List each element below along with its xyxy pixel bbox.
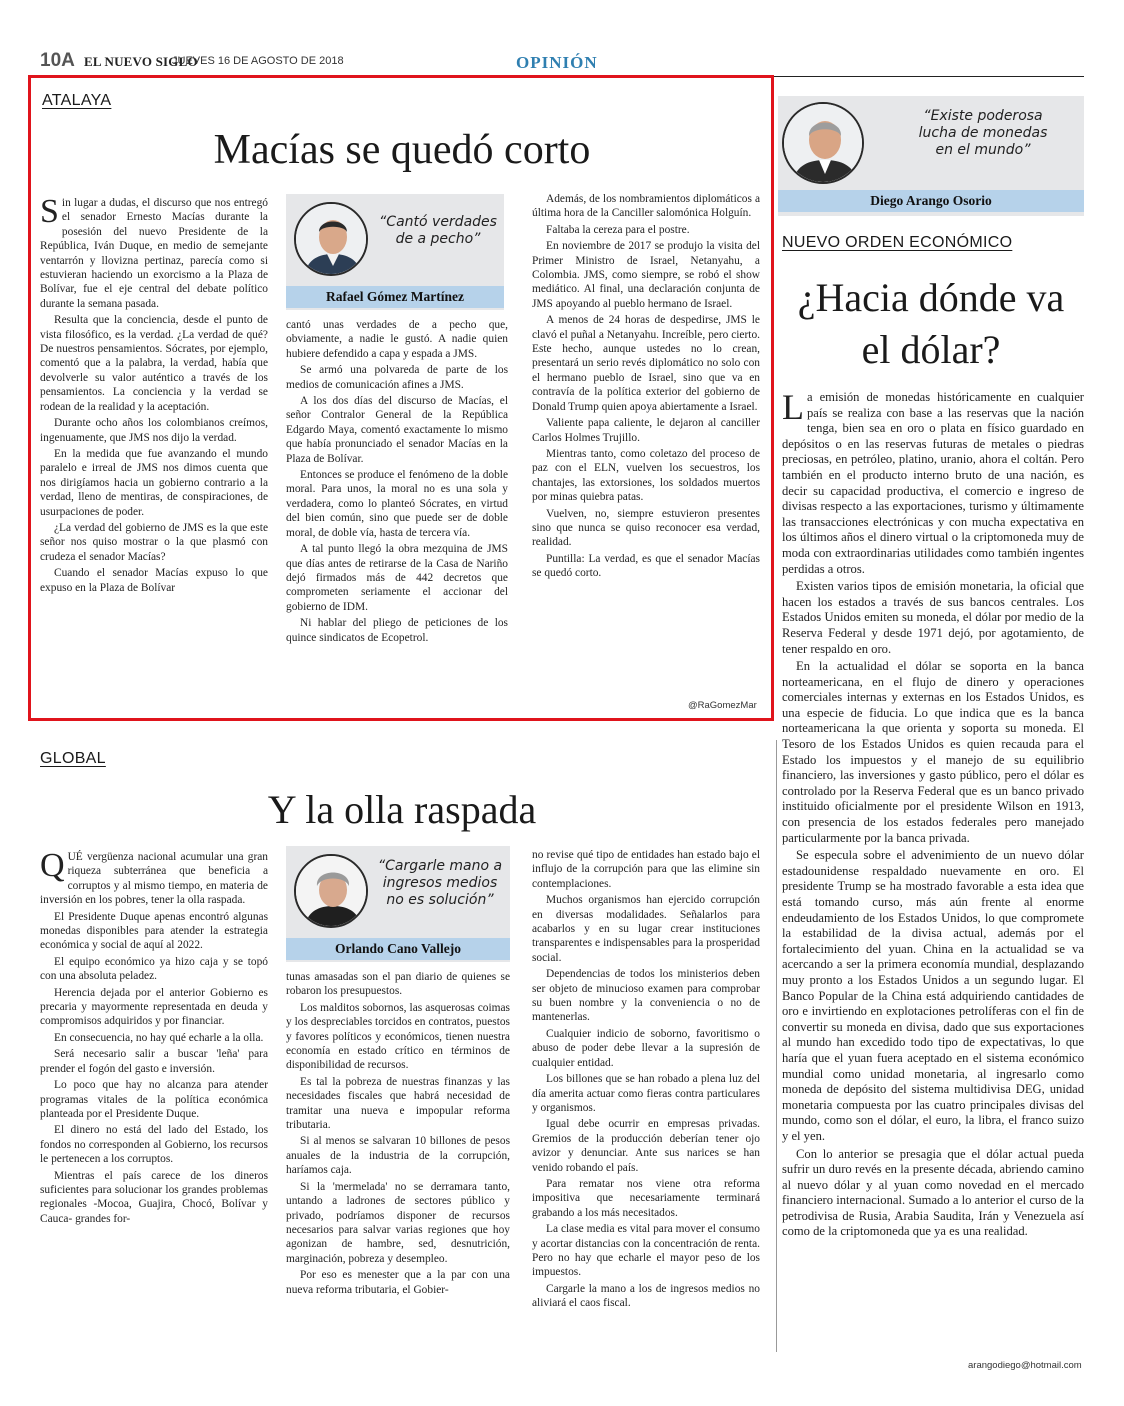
pull-quote: “Cantó verdades de a pecho” bbox=[379, 214, 497, 247]
title-line: ¿Hacia dónde va bbox=[797, 275, 1065, 320]
article-paragraph: Dependencias de todos los ministerios deben ser objeto de minucioso examen para comprobar su buen nombre y la conveniencia o no de mantenerlas. bbox=[532, 968, 760, 1024]
article-paragraph: Entonces se produce el fenómeno de la doble moral. Para unos, la moral no es una sola y verdadera, como lo planteó Sócrates, en virtud del bien común, sino que puede ser de doble moral, de doble vía, hasta de tercera vía. bbox=[286, 469, 508, 539]
author-name: Rafael Gómez Martínez bbox=[286, 286, 504, 308]
article-paragraph: En la medida que fue avanzando el mundo paralelo e irreal de JMS nos dimos cuenta que nos dirigíamos hacia un gobierno contrario a la verdad, lleno de mentiras, de conspiraciones, de usurpaciones de poder. bbox=[40, 447, 268, 518]
article-paragraph: Mientras tanto, como coletazo del proceso de paz con el ELN, vuelven los secuestros, los chantajes, las extorsiones, los soldados muertos por minas quiebra patas. bbox=[532, 447, 760, 504]
article-paragraph: Mientras el país carece de los dineros suficientes para solucionar los grandes problemas regionales -Mocoa, Guajira, Chocó, Bolívar y Cauca- grandes for- bbox=[40, 1169, 268, 1225]
article-paragraph: La emisión de monedas históricamente en cualquier país se realiza con base a las reservas que la nación tenga, bien sea en oro o plata en físico guardado en depósitos o en las reservas futuras de metales o piedras preciosas, en petróleo, platino, uranio, ahora el coltán. Pero también en el producto interno bruto de una nación, es decir su capacidad productiva, el comercio e ingreso de divisas respecto a las exportaciones, turismo y últimamente las transacciones electrónicas y con mucha expectativa en los últimos años el dinero virtual o la criptomoneda muy de moda con extraordinarias utilidades como también ingentes perdidas a otros. bbox=[782, 390, 1084, 576]
article-paragraph: Cargarle la mano a los de ingresos medios no aliviará el caos fiscal. bbox=[532, 1282, 760, 1310]
author-photo bbox=[294, 854, 368, 928]
article-paragraph: Existen varios tipos de emisión monetaria, la oficial que hacen los estados a través de sus bancos centrales. Los Estados Unidos emiten su moneda, el dólar por medio de la Reserva Federal y desde 1971 dejó, por agotamiento, de tener respaldo en oro. bbox=[782, 579, 1084, 656]
article-paragraph: El Presidente Duque apenas encontró algunas monedas disponibles para atender la estrategia económica y social de aquí al 2022. bbox=[40, 910, 268, 952]
article2-title: Y la olla raspada bbox=[267, 787, 537, 832]
article3-quote-box bbox=[778, 96, 1084, 216]
article2-kicker: GLOBAL bbox=[40, 750, 106, 767]
author-photo bbox=[782, 102, 864, 184]
article-paragraph: Cuando el senador Macías expuso lo que expuso en la Plaza de Bolívar bbox=[40, 567, 268, 594]
drop-cap: L bbox=[782, 390, 804, 427]
article-paragraph: Puntilla: La verdad, es que el senador Macías se quedó corto. bbox=[532, 552, 760, 580]
page-number: 10A bbox=[40, 50, 75, 71]
article1-kicker: ATALAYA bbox=[42, 92, 112, 109]
article-paragraph: Los billones que se han robado a plena luz del día amerita actuar como fieras contra particulares y organismos. bbox=[532, 1073, 760, 1114]
article-paragraph: Igual debe ocurrir en empresas privadas. Gremios de la producción deberían tener ojo avizor y denunciar. Ante sus narices se han venido robando el país. bbox=[532, 1118, 760, 1174]
article-paragraph: Se especula sobre el advenimiento de un nuevo dólar estadounidense respaldado nuevamente en oro. El presidente Trump se ha mostrado favorable a esta idea que está tomando curso, más aún frente al enorme endeudamiento de los Estados Unidos, lo que compromete la estabilidad de la divisa actual, además por el fortalecimiento del yuan. China en la actualidad se va acercando a ser la primera economía mundial, desplazando muy pronto a los Estados Unidos a un segundo lugar. El Banco Popular de la China está adquiriendo cantidades de oro e invirtiendo en explotaciones petrolíferas con el fin de convertir su moneda en divisa, dado que sus exportaciones al mundo han excedido todo tipo de expectativas, lo que haría que el yuan fuera aceptado en el sistema económico mundial como unidad monetaria, al ingresarlo como moneda de depósito del sistema multidivisa DEG, unidad monetaria compuesta por las cuatro principales divisas del mundo, como son el dólar, el euro, la libra, el franco suizo y el yen. bbox=[782, 848, 1084, 1143]
article1-title: Macías se quedó corto bbox=[213, 127, 591, 173]
author-name: Diego Arango Osorio bbox=[778, 190, 1084, 212]
author-portrait-icon bbox=[784, 104, 864, 184]
article3-title bbox=[778, 272, 1084, 376]
article-paragraph: Sin lugar a dudas, el discurso que nos entregó el senador Ernesto Macías durante la posesión del nuevo Presidente de la República, Iván Duque, en medio de semejante ventarrón y llovizna pertinaz, parecía como si estuvieran haciendo un exorcismo a la Plaza de Bolívar, fue el eje central del debate político durante la semana pasada. bbox=[40, 196, 268, 310]
article-paragraph: Los malditos sobornos, las asquerosas coimas y los despreciables torcidos en contratos, puestos y favores políticos y económicos, tienen nuestra economía en estado crítico en términos de disponibilidad de recursos. bbox=[286, 1001, 510, 1072]
article-paragraph: cantó unas verdades de a pecho que, obviamente, a nadie le gustó. A nadie quien hubiere defendido a capa y espada a JMS. bbox=[286, 319, 508, 360]
article-paragraph: Valiente papa caliente, le dejaron al canciller Carlos Holmes Trujillo. bbox=[532, 417, 760, 444]
author-photo bbox=[294, 202, 368, 276]
article-paragraph: Durante ocho años los colombianos creímos, ingenuamente, que JMS nos dijo la verdad. bbox=[40, 417, 268, 444]
article-paragraph: Por eso es menester que a la par con una nueva reforma tributaria, el Gobier- bbox=[286, 1269, 510, 1296]
article-paragraph: En la actualidad el dólar se soporta en la banca norteamericana, en el flujo de dinero y operaciones comerciales internas y externas en los Estados Unidos, es una especie de fiducia. Lo que indica que es la banca norteamericana la que orienta y soporta su moneda. El Tesoro de los Estados Unidos es quien recauda para el Estado los impuestos y el manejo de su equilibrio financiero, las inversiones y gasto público, pero el dólar es controlado por la Reserva Federal que es un banco privado instituido oficialmente por el presidente Wilson en 1913, con presencia de los estados federales pero manejado particularmente por la banca privada. bbox=[782, 659, 1084, 845]
newspaper-name: EL NUEVO SIGLO bbox=[84, 54, 198, 69]
article1-column-2 bbox=[286, 318, 508, 710]
article-paragraph: La clase media es vital para mover el consumo y acortar distancias con la concentración de renta. Pero no hay que echarle el mayor peso de los impuestos. bbox=[532, 1223, 760, 1279]
article3-column bbox=[782, 390, 1084, 1346]
article-paragraph: Herencia dejada por el anterior Gobierno es precaria y mayormente representada en deuda y compromisos adquiridos y por financiar. bbox=[40, 986, 268, 1028]
article-paragraph: A los dos días del discurso de Macías, el señor Contralor General de la República Edgardo Maya, comentó exactamente lo mismo que había pronunciado el senador Macías en la Plaza de Bolívar. bbox=[286, 395, 508, 465]
author-signature: @RaGomezMar bbox=[688, 700, 757, 711]
article1-quote-box bbox=[286, 194, 504, 310]
pull-quote: “Existe poderosa lucha de monedas en el mundo” bbox=[918, 108, 1048, 158]
article-paragraph: Se armó una polvareda de parte de los medios de comunicación afines a JMS. bbox=[286, 364, 508, 391]
article-paragraph: Será necesario salir a buscar 'leña' para prender el fogón del gasto e inversión. bbox=[40, 1048, 268, 1075]
article-paragraph: Faltaba la cereza para el postre. bbox=[546, 223, 690, 236]
article-paragraph: Es tal la pobreza de nuestras finanzas y las necesidades fiscales que habrá necesidad de tramitar una nueva e impopular reforma tributaria. bbox=[286, 1075, 510, 1132]
article-paragraph: Vuelven, no, siempre estuvieron presentes sino que nunca se quiso reconocer esa verdad, realidad. bbox=[532, 507, 760, 549]
article-paragraph: Resulta que la conciencia, desde el punto de vista filosófico, es la verdad. ¿La verdad de qué? De nuestros pensamientos. Sócrates, por ejemplo, comentó que a la palabra, la verdad, había que devolverle su valor auténtico a través de los pensamientos. La conciencia y la verdad se rodean de la realidad y la aceptación. bbox=[40, 314, 268, 413]
article-paragraph: Muchos organismos han ejercido corrupción en diversas modalidades. Señalarlos para acabarlos y en su lugar crear instituciones transparentes e indispensables para la prosperidad social. bbox=[532, 894, 760, 964]
author-portrait-icon bbox=[296, 204, 368, 276]
article-paragraph: Además, de los nombramientos diplomáticos a última hora de la Canciller salomónica Holguín. bbox=[532, 193, 760, 220]
title-line: el dólar? bbox=[861, 327, 1001, 372]
article1-column-3 bbox=[532, 192, 760, 698]
article-paragraph: El equipo económico ya hizo caja y se topó con una absoluta peladez. bbox=[40, 955, 268, 983]
article2-quote-box bbox=[286, 846, 510, 962]
article-paragraph: Cualquier indicio de soborno, favoritismo o abuso de poder debe llevar a la supresión de cualquier entidad. bbox=[532, 1027, 760, 1069]
author-signature: arangodiego@hotmail.com bbox=[968, 1360, 1082, 1371]
article2-column-1 bbox=[40, 850, 268, 1380]
column-divider bbox=[776, 740, 777, 1352]
page-header bbox=[40, 50, 1084, 76]
article3-kicker: NUEVO ORDEN ECONÓMICO bbox=[782, 234, 1013, 251]
article2-column-2 bbox=[286, 970, 510, 1382]
article-paragraph: QUÉ vergüenza nacional acumular una gran riqueza subterránea que beneficia a corruptos y al mismo tiempo, en materia de inversión en los pobres, tener la olla raspada. bbox=[40, 850, 268, 907]
article-paragraph: Ni hablar del pliego de peticiones de los quince sindicatos de Ecopetrol. bbox=[286, 617, 508, 644]
article-paragraph: En consecuencia, no hay qué echarle a la olla. bbox=[54, 1031, 264, 1044]
article-paragraph: ¿La verdad del gobierno de JMS es la que este señor nos quiso mostrar o la que plasmó con crudeza el senador Macías? bbox=[40, 521, 268, 563]
article-paragraph: Si la 'mermelada' no se derramara tanto, untando a ladrones de sectores público y privado, podríamos disponer de recursos necesarios para salvar varias regiones que hoy agonizan de hambre, sed, desnutrición, marginación, pobreza y desempleo. bbox=[286, 1180, 510, 1265]
author-name: Orlando Cano Vallejo bbox=[286, 938, 510, 960]
article-paragraph: A tal punto llegó la obra mezquina de JMS que días antes de retirarse de la Casa de Nariño dejó firmados más de 442 decretos que comprometen seriamente el accionar del gobierno de IDM. bbox=[286, 543, 508, 613]
author-portrait-icon bbox=[296, 856, 368, 928]
pull-quote: “Cargarle mano a ingresos medios no es solución” bbox=[377, 858, 503, 908]
article-paragraph: El dinero no está del lado del Estado, los fondos no corresponden al Gobierno, los recursos le pertenecen a los corruptos. bbox=[40, 1124, 268, 1166]
article2-column-3 bbox=[532, 848, 760, 1382]
article1-column-1 bbox=[40, 196, 268, 710]
header-rule bbox=[770, 76, 1084, 77]
publication-date: JUEVES 16 DE AGOSTO DE 2018 bbox=[172, 55, 344, 67]
article-paragraph: Con lo anterior se presagia que el dólar actual pueda sufrir un duro revés en la presente década, abriendo camino al nuevo dólar y al yuan como novedad en el mercado financiero internacional. Sumado a lo anterior el curso de la petrodivisa de Rusia, Arabia Saudita, Irán y Venezuela así como de la criptomoneda que ya es una realidad. bbox=[782, 1146, 1084, 1239]
article-paragraph: tunas amasadas son el pan diario de quienes se robaron los presupuestos. bbox=[286, 971, 510, 998]
article-paragraph: Si al menos se salvaran 10 billones de pesos anuales de la industria de la corrupción, haríamos caja. bbox=[286, 1135, 510, 1177]
article-paragraph: Para rematar nos viene otra reforma impositiva que necesariamente terminará grabando a los más necesitados. bbox=[532, 1177, 760, 1219]
drop-cap: Q bbox=[40, 850, 65, 884]
article-paragraph: Lo poco que hay no alcanza para atender programas vitales de la política económica planteada por el Presidente Duque. bbox=[40, 1079, 268, 1120]
section-title: OPINIÓN bbox=[516, 53, 598, 72]
article-paragraph: no revise qué tipo de entidades han estado bajo el influjo de la corrupción para que las elimine sin contemplaciones. bbox=[532, 849, 760, 890]
article-paragraph: A menos de 24 horas de despedirse, JMS le clavó el puñal a Netanyahu. Increíble, pero cierto. Este hecho, aunque ustedes no lo crean, presentará un serio revés diplomático no solo con el hermano pueblo de Israel, sino que va en contravía de la política exterior del gobierno de Donald Trump quien apoya abiertamente a Israel. bbox=[532, 314, 760, 413]
drop-cap: S bbox=[40, 196, 59, 230]
article-paragraph: En noviembre de 2017 se produjo la visita del Primer Ministro de Israel, Netanyahu, a Colombia. JMS, como siempre, se robó el show mediático. Al final, una declaración conjunta de JMS apoyando al pueblo hermano de Israel. bbox=[532, 240, 760, 310]
